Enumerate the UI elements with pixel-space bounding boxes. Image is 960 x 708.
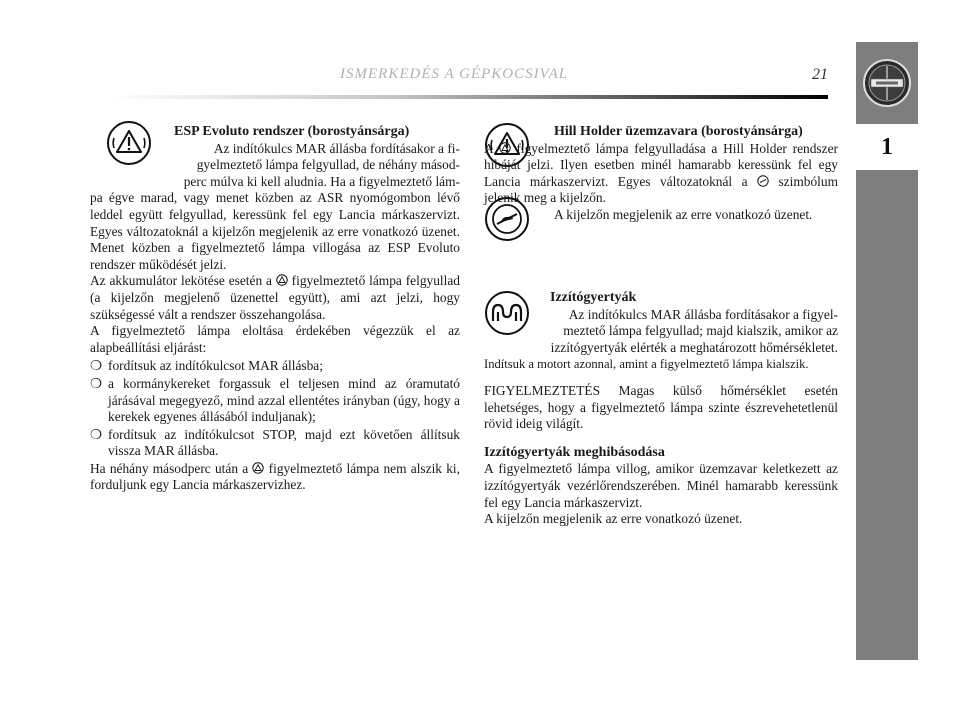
running-header-title: ISMERKEDÉS A GÉPKOCSIVAL: [340, 66, 569, 82]
header-rule: [108, 95, 828, 99]
list-item: [90, 376, 460, 426]
esp-para2-b: figyelmeztető lámpa felgyullad (a kijelzőn megjelenő üzenettel együtt), ami azt jelzi, hogy szükségessé vált a rendszer összehangolása.: [90, 273, 460, 322]
hill-para2: A kijelzőn megjelenik az erre vonatkozó üzenet.: [554, 206, 813, 222]
esp-para4-a: Ha néhány másodperc után a: [90, 460, 249, 476]
hill-para1-a: A: [484, 140, 493, 156]
list-item: [90, 427, 460, 460]
esp-heading: ESP Evoluto rendszer (borostyánsárga): [174, 124, 410, 139]
circle-bullet-icon: ❍: [90, 375, 103, 391]
glow-fault-para1: A figyelmeztető lámpa villog, amikor üzemzavar keletkezett az izzítógyertyák vezérlőrendszerében. Minél hamarabb keressünk fel egy Lancia márkaszervizt.: [484, 461, 838, 510]
esp-para2: [90, 273, 460, 323]
esp-para4: [90, 461, 460, 494]
bullet-text: fordítsuk az indítókulcsot MAR állásba;: [108, 358, 323, 374]
esp-inline-icon: [252, 462, 264, 474]
esp-para1-line1: Az indítókulcs MAR állásba fordításakor a fi-: [213, 140, 460, 156]
glow-para1-line4: Indítsuk a motort azonnal, amint a figyelmeztető lámpa kialszik.: [484, 357, 809, 372]
glow-para1-line2: meztető lámpa felgyullad; majd kialszik, amikor az: [563, 323, 838, 339]
chapter-tab: 1: [856, 124, 918, 170]
circle-bullet-icon: ❍: [90, 426, 103, 442]
glow-plug-section: [484, 290, 838, 528]
circle-bullet-icon: ❍: [90, 358, 103, 374]
lancia-logo-icon: [862, 58, 912, 108]
hill-heading: Hill Holder üzemzavara (borostyánsárga): [554, 124, 803, 139]
hill-para1: [484, 141, 838, 207]
glow-para1-line1: Az indítókulcs MAR állásba fordításakor a figyel-: [568, 306, 838, 322]
page-number: 21: [812, 66, 828, 83]
esp-para4-b: figyelmeztető lámpa nem alszik ki, forduljunk egy Lancia márkaszervizhez.: [90, 460, 460, 493]
glow-para1-line3: izzítógyertyák elérték a meghatározott hőmérsékletet.: [550, 339, 838, 355]
glow-heading: Izzítógyertyák: [550, 290, 637, 305]
hill-holder-section: [484, 124, 838, 224]
hill-inline-display-icon: [757, 175, 769, 187]
esp-para1-line3: perc múlva ki kell aludnia. Ha a figyelmeztető lám-: [183, 173, 460, 189]
hill-para1-c: szimbólum jelenik meg a kijelzőn.: [484, 173, 838, 206]
glow-fault-heading: Izzítógyertyák meghibásodása: [484, 444, 665, 460]
hill-inline-warning-icon: [499, 142, 511, 154]
glow-fault-para2: A kijelzőn megjelenik az erre vonatkozó üzenet.: [484, 511, 743, 527]
bullet-text: a kormánykereket forgassuk el teljesen mind az óramutató járásával megegyező, mind azzal ellentétes irányban (úgy, hogy a kerekek egyenes állásából induljanak);: [108, 375, 460, 425]
esp-para3: A figyelmeztető lámpa eloltása érdekében végezzük el az alapbeállítási eljárást:: [90, 323, 460, 355]
esp-para1-rest: pa égve marad, vagy menet közben az ASR nyomógombon lévő leddel együtt felgyullad, keressünk fel egy Lancia márkaszervizt. Egyes változatoknál a kijelzőn megjelenik az erre vonatkozó üzenet. Menet közben a figyelmeztető lámpa villogása az ESP Evoluto rendszer működését jelzi.: [90, 190, 460, 272]
bullet-text: fordítsuk az indítókulcsot STOP, majd ezt követően állítsuk vissza MAR állásba.: [108, 426, 460, 459]
esp-section: [90, 124, 460, 494]
hill-para1-b: figyelmeztető lámpa felgyulladása a Hill Holder rendszer hibáját jelzi. Ilyen esetben minél hamarabb keressünk fel egy Lancia márkaszervizt. Egyes változatoknál a: [484, 140, 838, 189]
esp-inline-icon: [276, 274, 288, 286]
glow-warning: FIGYELMEZTETÉS Magas külső hőmérséklet esetén lehetséges, hogy a figyelmeztető lámpa szinte észrevehetetlenül rövid ideig világít.: [484, 382, 838, 432]
list-item: [90, 358, 460, 375]
esp-para1-line2: gyelmeztető lámpa felgyullad, de néhány másod-: [196, 157, 460, 173]
esp-para2-a: Az akkumulátor lekötése esetén a: [90, 273, 272, 289]
esp-bullet-list: [90, 358, 460, 460]
